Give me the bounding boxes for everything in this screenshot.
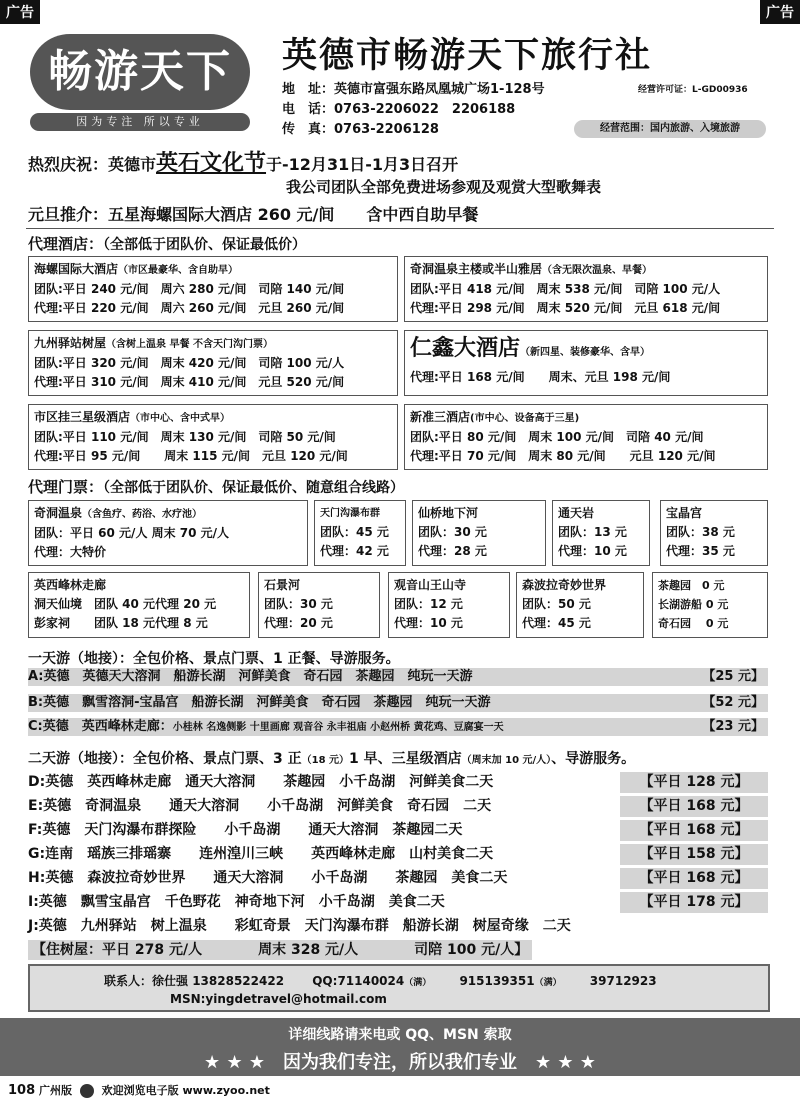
hotel-line: 团队:平日 80 元/间 周末 100 元/间 司陪 40 元/间 — [410, 430, 704, 444]
headline-prefix: 热烈庆祝：英德市 — [28, 155, 157, 174]
contact-person: 徐仕强 13828522422 — [152, 974, 285, 988]
tour-row — [28, 892, 768, 913]
hotels-heading-label: 代理酒店： — [28, 235, 104, 253]
contact-box — [28, 964, 770, 1012]
hotel-line: 代理:平日 298 元/间 周末 520 元/间 元旦 618 元/间 — [410, 301, 721, 315]
browse-note: 欢迎浏览电子版 www.zyoo.net — [101, 1084, 270, 1097]
address-label: 地 址： — [282, 82, 335, 97]
hotel-line: 代理:平日 70 元/间 周末 80 元/间 元旦 120 元/间 — [410, 449, 716, 463]
hotel-name: 九州驿站树屋 — [34, 336, 107, 350]
tickets-heading-label: 代理门票： — [28, 478, 104, 496]
footer-line1: 详细线路请来电或 QQ、MSN 索取 — [288, 1027, 512, 1043]
hotel-name: 海螺国际大酒店 — [34, 262, 119, 276]
contact-line — [104, 972, 657, 989]
ticket-card — [652, 572, 768, 638]
tour-row — [28, 668, 768, 686]
tour-price: 【平日 168 元】 — [620, 868, 768, 889]
logo: 畅游天下 — [30, 34, 250, 110]
tour-row — [28, 718, 768, 736]
license: 经营许可证：L-GD00936 — [638, 85, 748, 95]
ticket-name: 茶趣园 0 元 — [658, 579, 725, 592]
ticket-line: 代理：大特价 — [34, 545, 107, 559]
tour-row — [28, 772, 768, 793]
ticket-name: 英西峰林走廊 — [34, 578, 107, 592]
hotel-name: 奇洞温泉主楼或半山雅居 — [410, 262, 543, 276]
ticket-name: 天门沟瀑布群 — [320, 508, 380, 519]
ticket-line: 团队：30 元 — [264, 597, 333, 611]
tour-text: H:英德 森波拉奇妙世界 通天大溶洞 小千岛湖 茶趣园 美食二天 — [28, 870, 508, 886]
hotel-name: 新准三酒店 — [410, 410, 471, 424]
qq-full-note: （满） — [534, 978, 562, 988]
msn: MSN:yingdetravel@hotmail.com — [170, 992, 387, 1006]
footer-band — [0, 1018, 800, 1076]
treehouse-price: 【住树屋：平日 278 元/人 周末 328 元/人 司陪 100 元/人】 — [28, 940, 532, 960]
ticket-name: 通天岩 — [558, 506, 595, 520]
edition: 广州版 — [38, 1084, 72, 1097]
ticket-line: 代理：10 元 — [394, 616, 463, 630]
hotel-note: （新四星、装修豪华、含早） — [520, 347, 651, 358]
tour-text: J:英德 九州驿站 树上温泉 彩虹奇景 天门沟瀑布群 船游长湖 树屋奇缘 二天 — [28, 918, 571, 934]
ticket-line: 团队：13 元 — [558, 525, 627, 539]
tour-row — [28, 844, 768, 865]
headline — [28, 146, 458, 177]
tour-text: G:连南 瑶族三排瑶寨 连州湟川三峡 英西峰林走廊 山村美食二天 — [28, 846, 494, 862]
ticket-line: 彭家祠 团队 18 元代理 8 元 — [34, 616, 208, 630]
ticket-line: 代理：45 元 — [522, 616, 591, 630]
day-tours-heading: 一天游（地接）：全包价格、景点门票、1 正餐、导游服务。 — [28, 651, 400, 667]
ticket-name: 奇洞温泉 — [34, 506, 83, 520]
ticket-name: 石景河 — [264, 578, 301, 592]
ticket-card — [516, 572, 644, 638]
two-day-heading-c: 、导游服务。 — [551, 751, 636, 767]
ticket-card — [258, 572, 380, 638]
hotel-card — [404, 256, 768, 322]
contact-label: 联系人： — [104, 974, 153, 988]
ticket-line: 代理：10 元 — [558, 544, 627, 558]
hotels-heading — [28, 233, 306, 254]
two-day-heading-b: 1 早、三星级酒店 — [349, 751, 462, 767]
divider — [26, 228, 774, 229]
headline-suffix: 于-12月31日-1月3日召开 — [266, 155, 459, 174]
ticket-card — [660, 500, 768, 566]
tour-price: 【52 元】 — [702, 695, 764, 710]
phone-label: 电 话： — [282, 102, 335, 117]
ticket-note: （含鱼疗、药浴、水疗池） — [82, 509, 203, 520]
hotel-note: （市区最豪华、含自助早） — [118, 265, 239, 276]
festival-name: 英石文化节 — [156, 151, 267, 176]
hotel-note: （含无限次温泉、早餐） — [542, 265, 653, 276]
qq-full-note: （满） — [404, 978, 432, 988]
two-day-heading-s1: （18 元） — [301, 755, 350, 766]
hotel-note: （市中心、含中式早） — [130, 413, 231, 424]
hotel-card — [28, 330, 398, 396]
ticket-card — [28, 572, 250, 638]
page-number: 108 — [8, 1083, 36, 1098]
tour-text: F:英德 天门沟瀑布群探险 小千岛湖 通天大溶洞 茶趣园二天 — [28, 822, 463, 838]
ticket-name: 森波拉奇妙世界 — [522, 578, 607, 592]
tour-price: 【平日 128 元】 — [620, 772, 768, 793]
qq-label: QQ: — [312, 974, 338, 988]
tour-price: 【25 元】 — [702, 669, 764, 684]
ticket-card — [412, 500, 546, 566]
tour-price: 【平日 178 元】 — [620, 892, 768, 913]
tour-text: I:英德 飘雪宝晶宫 千色野花 神奇地下河 小千岛湖 美食二天 — [28, 894, 445, 910]
hotel-line: 团队:平日 240 元/间 周六 280 元/间 司陪 140 元/间 — [34, 282, 345, 296]
fax-row — [282, 118, 439, 137]
tour-row — [28, 916, 768, 937]
hotel-card — [404, 330, 768, 396]
tour-row — [28, 820, 768, 841]
headline-line2: 我公司团队全部免费进场参观及观赏大型歌舞表 — [286, 178, 602, 196]
ticket-line: 代理：28 元 — [418, 544, 487, 558]
ticket-name: 宝晶宫 — [666, 506, 703, 520]
ticket-name: 观音山王山寺 — [394, 578, 467, 592]
address-row — [282, 78, 545, 97]
tour-price: 【平日 168 元】 — [620, 820, 768, 841]
hotel-line: 代理:平日 310 元/间 周末 410 元/间 元旦 520 元/间 — [34, 375, 345, 389]
ticket-line: 团队：50 元 — [522, 597, 591, 611]
tour-text-small: 小桂林 名逸侧影 十里画廊 观音谷 永丰祖庙 小赵州桥 黄花鸡、豆腐宴一天 — [172, 722, 504, 733]
two-day-heading-s2: （周末加 10 元/人） — [461, 755, 552, 766]
qq-number: 71140024 — [337, 974, 405, 988]
hotel-line: 代理:平日 220 元/间 周六 260 元/间 元旦 260 元/间 — [34, 301, 345, 315]
phone: 0763-2206022 2206188 — [334, 102, 516, 117]
fax-label: 传 真： — [282, 122, 335, 137]
tour-price: 【23 元】 — [702, 719, 764, 734]
ad-tag-left: 广告 — [0, 0, 40, 24]
ticket-line: 团队：12 元 — [394, 597, 463, 611]
ticket-card — [314, 500, 406, 566]
ticket-card — [388, 572, 510, 638]
hotel-line: 代理:平日 95 元/间 周末 115 元/间 元旦 120 元/间 — [34, 449, 348, 463]
footer-line2: ★ ★ ★ 因为我们专注，所以我们专业 ★ ★ ★ — [204, 1052, 596, 1073]
tour-text: A:英德 英德天大溶洞 船游长湖 河鲜美食 奇石园 茶趣园 纯玩一天游 — [28, 669, 473, 684]
logo-mark-icon — [80, 1084, 94, 1098]
tour-text: C:英德 英西峰林走廊： — [28, 719, 173, 734]
logo-slogan: 因为专注 所以专业 — [30, 113, 250, 131]
hotel-line: 团队:平日 418 元/间 周末 538 元/间 司陪 100 元/人 — [410, 282, 721, 296]
tour-price: 【平日 158 元】 — [620, 844, 768, 865]
ticket-line: 奇石园 0 元 — [658, 617, 729, 630]
ticket-line: 团队：38 元 — [666, 525, 735, 539]
qq-number: 915139351 — [459, 974, 535, 988]
tour-text: B:英德 飘雪溶洞-宝晶宫 船游长湖 河鲜美食 奇石园 茶趣园 纯玩一天游 — [28, 695, 491, 710]
tour-text: D:英德 英西峰林走廊 通天大溶洞 茶趣园 小千岛湖 河鲜美食二天 — [28, 774, 494, 790]
ticket-line: 团队：30 元 — [418, 525, 487, 539]
hotel-line: 团队:平日 320 元/间 周末 420 元/间 司陪 100 元/人 — [34, 356, 345, 370]
ticket-card — [552, 500, 650, 566]
two-day-heading-a: 二天游（地接）：全包价格、景点门票、3 正 — [28, 751, 302, 767]
two-day-heading — [28, 748, 635, 768]
qq-number: 39712923 — [589, 974, 657, 988]
ticket-line: 长湖游船 0 元 — [658, 598, 729, 611]
ticket-name: 仙桥地下河 — [418, 506, 479, 520]
page-footer — [8, 1082, 270, 1098]
tour-price: 【平日 168 元】 — [620, 796, 768, 817]
tour-text: E:英德 奇洞温泉 通天大溶洞 小千岛湖 河鲜美食 奇石园 二天 — [28, 798, 492, 814]
company-name: 英德市畅游天下旅行社 — [282, 36, 653, 76]
tour-row — [28, 796, 768, 817]
tickets-heading — [28, 476, 404, 497]
ticket-line: 洞天仙境 团队 40 元代理 20 元 — [34, 597, 217, 611]
ticket-line: 代理：35 元 — [666, 544, 735, 558]
hotel-name: 仁鑫大酒店 — [410, 336, 521, 361]
tickets-heading-sub: （全部低于团队价、保证最低价、随意组合线路） — [103, 480, 405, 496]
hotel-card — [404, 404, 768, 470]
business-scope: 经营范围：国内旅游、入境旅游 — [574, 120, 766, 138]
fax: 0763-2206128 — [334, 122, 439, 137]
address: 英德市富强东路凤凰城广场1-128号 — [334, 82, 545, 97]
hotel-note: (市中心、设备高于三星) — [470, 413, 580, 424]
ticket-line: 团队：45 元 — [320, 525, 389, 539]
hotel-card — [28, 256, 398, 322]
hotel-card — [28, 404, 398, 470]
hotels-heading-sub: （全部低于团队价、保证最低价） — [103, 237, 307, 253]
phone-row — [282, 98, 515, 117]
hotel-line: 团队:平日 110 元/间 周末 130 元/间 司陪 50 元/间 — [34, 430, 336, 444]
tour-row — [28, 694, 768, 712]
ad-tag-right: 广告 — [760, 0, 800, 24]
hotel-line: 代理:平日 168 元/间 周末、元旦 198 元/间 — [410, 370, 671, 384]
ticket-line: 团队：平日 60 元/人 周末 70 元/人 — [34, 526, 230, 540]
hotel-name: 市区挂三星级酒店 — [34, 410, 131, 424]
tour-row — [28, 868, 768, 889]
newyear-promo: 元旦推介：五星海螺国际大酒店 260 元/间 含中西自助早餐 — [28, 205, 479, 224]
ticket-line: 代理：20 元 — [264, 616, 333, 630]
hotel-note: （含树上温泉 早餐 不含天门沟门票） — [106, 339, 273, 350]
ticket-card — [28, 500, 308, 566]
ticket-line: 代理：42 元 — [320, 544, 389, 558]
